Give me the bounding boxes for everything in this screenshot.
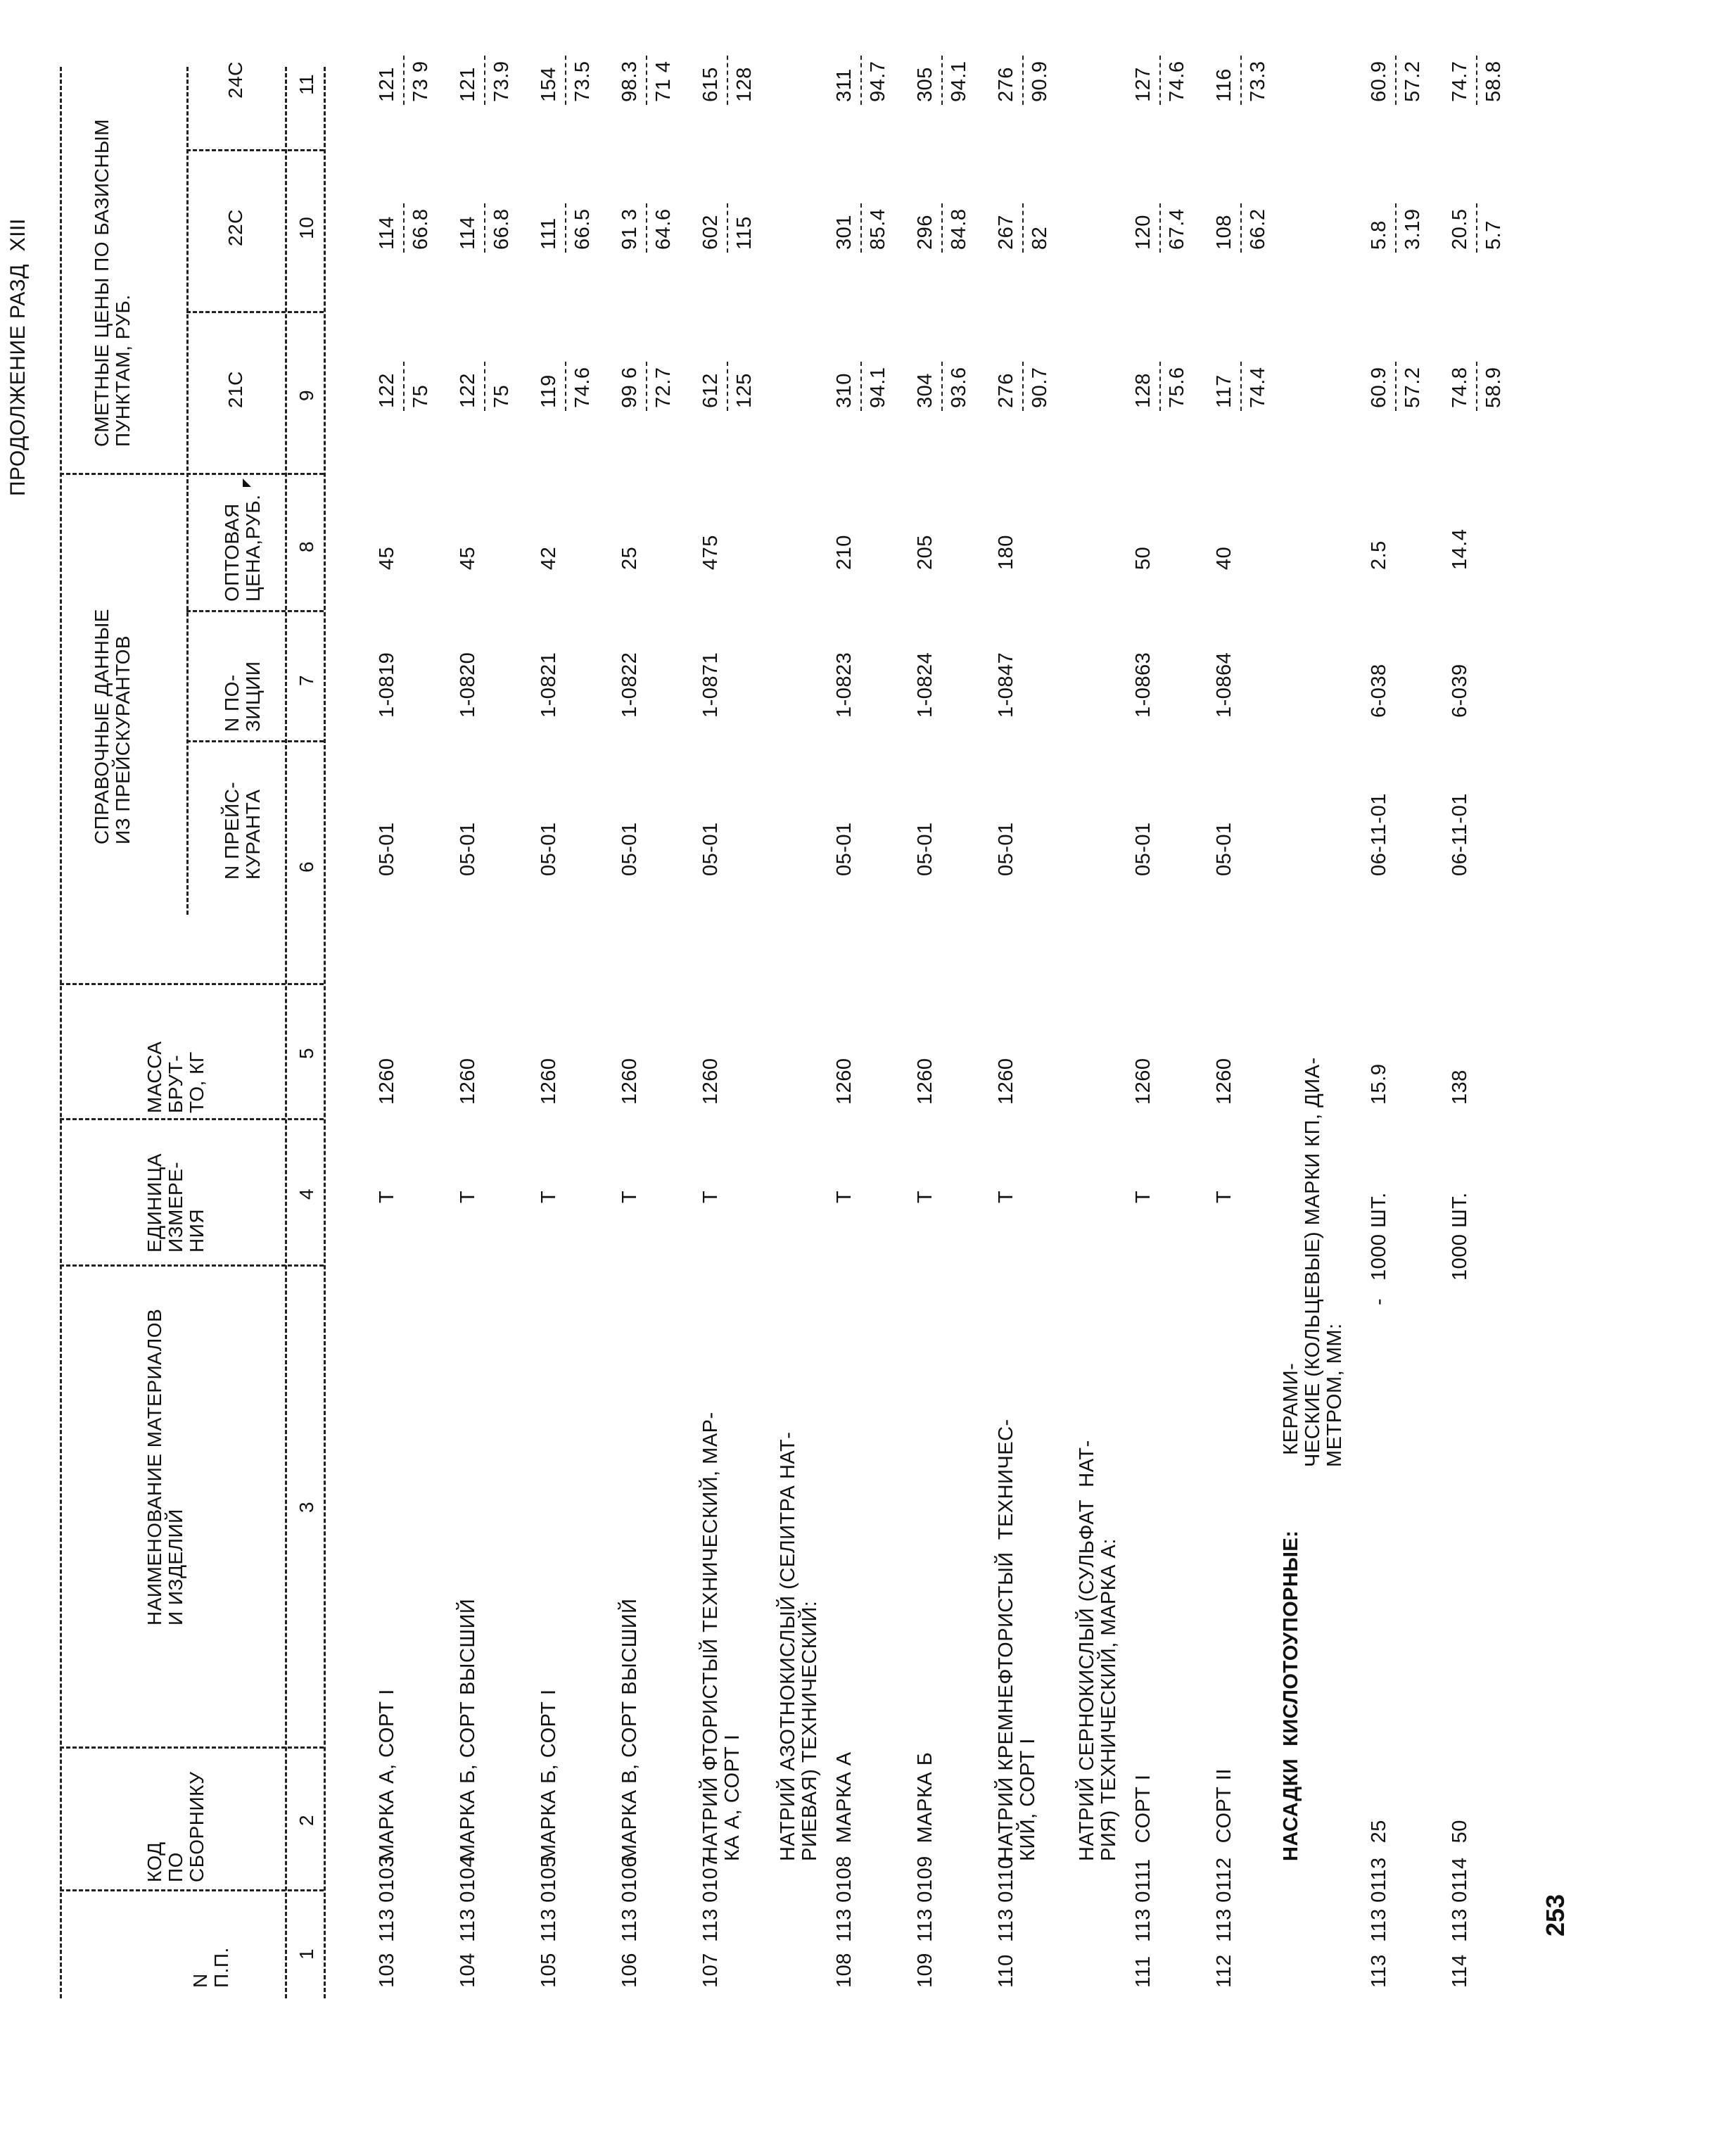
price-fraction-rule [1159,203,1161,253]
row-wholesale-price: 475 [699,535,722,570]
row-unit: Т [457,1190,479,1203]
row-unit: Т [995,1190,1017,1203]
price-fraction-rule [565,362,566,411]
row-number: 105 [538,1953,560,1988]
row-name: МАРКА В, СОРТ ВЫСШИЙ [618,1598,641,1861]
row-mass: 15.9 [1368,1063,1390,1105]
row-number: 113 [1368,1954,1390,1988]
price-fraction-rule [403,203,405,253]
price-fraction-rule [1395,56,1397,105]
row-pricelist: 05-01 [1213,822,1235,876]
price-fraction-rule [484,56,485,105]
price-fraction-rule [941,362,943,411]
row-c24-sub-value: 90.9 [1029,61,1051,102]
row-c22-value: 296 [914,215,936,250]
row-mass: 1260 [699,1058,722,1105]
row-number: 112 [1213,1954,1235,1988]
row-position: 1-0820 [457,652,479,718]
row-wholesale-price: 40 [1213,546,1235,570]
col-number: 8 [295,540,317,552]
row-c24-value: 74.7 [1449,61,1471,102]
price-fraction-rule [646,203,647,253]
row-c22-sub-value: 85.4 [867,208,889,250]
row-name: 25 [1368,1820,1390,1861]
row-code: 113 0113 [1368,1857,1390,1942]
row-c24-value: 154 [538,67,560,102]
row-code: 113 0112 [1213,1857,1235,1942]
price-fraction-rule [646,56,647,105]
row-c21-sub-value: 75.6 [1166,367,1188,408]
row-mass: 1260 [618,1058,641,1105]
row-c24-sub-value: 73.5 [571,61,594,102]
row-c22-sub-value: 64.6 [652,208,675,250]
price-fraction-rule [1476,362,1477,411]
row-number: 104 [457,1953,479,1988]
header-pricelist: N ПРЕЙС- КУРАНТА [221,781,264,880]
row-wholesale-price: 210 [833,535,856,570]
row-wholesale-price: 45 [376,546,398,570]
row-c21-sub-value: 90.7 [1029,367,1051,408]
row-name: СОРТ II [1213,1768,1235,1861]
row-pricelist: 06-11-01 [1449,793,1471,876]
row-mass: 1260 [457,1058,479,1105]
row-pricelist: 05-01 [699,822,722,876]
row-c22-value: 108 [1213,215,1235,250]
price-fraction-rule [484,203,485,253]
row-c21-sub-value: 57.2 [1401,367,1424,408]
row-name: МАРКА Б [914,1751,936,1861]
row-pricelist: 05-01 [914,822,936,876]
row-c24-value: 127 [1132,67,1155,102]
row-c21-sub-value: 58.9 [1482,367,1505,408]
row-position: 1-0847 [995,652,1017,718]
row-wholesale-price: 50 [1132,546,1155,570]
price-fraction-rule [727,56,728,105]
row-c24-value: 276 [995,67,1017,102]
row-wholesale-price: 180 [995,535,1017,570]
row-c22-value: 602 [699,215,722,250]
header-24c: 24С [224,61,246,99]
ref-subheader-rule [186,67,189,915]
row-name-bold: НАСАДКИ КИСЛОТОУПОРНЫЕ: [1280,1530,1302,1861]
row-c24-sub-value: 58.8 [1482,61,1505,102]
price-fraction-rule [484,362,485,411]
price-fraction-rule [1476,203,1477,253]
row-unit: Т [618,1190,641,1203]
row-c21-sub-value: 72.7 [652,367,675,408]
row-c21-sub-value: 94.1 [867,367,889,408]
row-c24-value: 305 [914,67,936,102]
header-name: НАИМЕНОВАНИЕ МАТЕРИАЛОВ И ИЗДЕЛИЙ [144,1308,186,1625]
row-c22-sub-value: 5.7 [1482,220,1505,250]
row-mass: 1260 [833,1058,856,1105]
row-name: СОРТ I [1132,1774,1155,1861]
price-fraction-rule [565,203,566,253]
row-code: 113 0104 [457,1856,479,1942]
header-unit: ЕДИНИЦА ИЗМЕРЕ- НИЯ [144,1153,208,1253]
price-fraction-rule [860,203,862,253]
row-c22-value: 5.8 [1368,220,1390,250]
col-sep-5 [60,983,324,985]
row-name: НАТРИЙ АЗОТНОКИСЛЫЙ (СЕЛИТРА НАТ- РИЕВАЯ) ТЕХНИЧЕСКИЙ: [777,1431,821,1861]
row-number: 109 [914,1953,936,1988]
row-name: 50 [1449,1820,1471,1861]
row-position: 6-038 [1368,664,1390,718]
row-c24-value: 116 [1213,68,1235,102]
col-sep-8 [60,473,324,475]
page-number: 253 [1541,1894,1570,1936]
price-fraction-rule [860,56,862,105]
row-c24-sub-value: 71 4 [652,61,675,102]
price-fraction-rule [1395,362,1397,411]
col-number: 3 [295,1501,317,1513]
col-number: 7 [295,674,317,686]
row-number: 103 [376,1953,398,1988]
price-fraction-rule [727,203,728,253]
row-c22-value: 120 [1132,215,1155,250]
row-c22-sub-value: 115 [733,216,756,250]
row-wholesale-price: 42 [538,546,560,570]
row-position: 1-0871 [699,652,722,718]
row-c22-value: 114 [457,216,479,250]
row-wholesale-price: 14.4 [1449,528,1471,570]
row-unit: Т [1132,1190,1155,1203]
row-c22-value: 91 3 [618,208,641,250]
row-position: 1-0819 [376,652,398,718]
price-fraction-rule [1022,203,1024,253]
row-c21-value: 122 [376,373,398,408]
row-unit: Т [699,1190,722,1203]
row-c24-value: 121 [457,67,479,102]
row-unit: Т [833,1190,856,1203]
price-fraction-rule [403,56,405,105]
header-n-pp: N П.П. [189,1947,232,1988]
row-code: 113 0110 [995,1857,1017,1942]
row-c21-value: 74.8 [1449,367,1471,408]
row-code: 113 0108 [833,1856,856,1942]
row-c24-sub-value: 73.3 [1247,61,1269,102]
col-number: 6 [295,861,317,873]
row-number: 106 [618,1953,641,1988]
row-name: МАРКА Б, СОРТ I [538,1689,560,1861]
row-c21-sub-value: 125 [733,373,756,408]
row-mass: 1260 [1132,1058,1155,1105]
col-sep-6 [186,740,324,742]
price-fraction-rule [1240,56,1242,105]
row-mass: 1260 [1213,1058,1235,1105]
row-c21-sub-value: 75 [409,384,432,408]
row-pricelist: 05-01 [1132,822,1155,876]
col-number: 2 [295,1814,317,1826]
price-fraction-rule [941,203,943,253]
header-wholesale: ОПТОВАЯ ЦЕНА,РУБ. [221,494,264,602]
row-name: МАРКА А [833,1751,856,1861]
row-c21-value: 310 [833,373,856,408]
price-fraction-rule [1240,203,1242,253]
row-name: НАТРИЙ СЕРНОКИСЛЫЙ (СУЛЬФАТ НАТ- РИЯ) ТЕХНИЧЕСКИЙ, МАРКА А: [1076,1440,1120,1861]
row-wholesale-price: 2.5 [1368,540,1390,570]
row-c22-sub-value: 84.8 [948,208,970,250]
row-name: КЕРАМИ- ЧЕСКИЕ (КОЛЬЦЕВЫЕ) МАРКИ КП, ДИА- МЕТРОМ, ММ: [1280,1057,1346,1467]
row-number: 107 [699,1953,722,1988]
row-c24-sub-value: 94.7 [867,61,889,102]
col-sep-9 [186,311,324,313]
row-unit: Т [1213,1190,1235,1203]
price-fraction-rule [1022,56,1024,105]
row-c21-value: 122 [457,373,479,408]
row-position: 1-0822 [618,652,641,718]
row-c21-sub-value: 75 [490,384,513,408]
header-number-rule-top [285,67,287,1998]
row-c22-value: 20.5 [1449,208,1471,250]
row-wholesale-price: 205 [914,535,936,570]
price-fraction-rule [1159,362,1161,411]
row-c24-value: 98.3 [618,61,641,102]
row-pricelist: 05-01 [457,822,479,876]
row-mass: 1260 [914,1058,936,1105]
row-mass: 1260 [538,1058,560,1105]
row-code: 113 0103 [376,1856,398,1942]
price-fraction-rule [941,56,943,105]
price-fraction-rule [727,362,728,411]
row-c21-value: 60.9 [1368,367,1390,408]
row-c22-sub-value: 66.8 [409,208,432,250]
row-unit: Т [376,1190,398,1203]
price-fraction-rule [860,362,862,411]
row-c21-value: 99 6 [618,367,641,408]
col-sep-1 [60,1889,324,1891]
row-c24-sub-value: 128 [733,67,756,102]
price-fraction-rule [1240,362,1242,411]
row-c21-value: 612 [699,373,722,408]
row-c22-sub-value: 82 [1029,226,1051,250]
row-c22-sub-value: 3.19 [1401,208,1424,250]
row-name: НАТРИЙ КРЕМНЕФТОРИСТЫЙ ТЕХНИЧЕС- КИЙ, СОРТ I [995,1419,1039,1861]
row-c21-sub-value: 74.6 [571,367,594,408]
col-number: 9 [295,389,317,401]
row-c21-value: 119 [538,374,560,408]
row-number: 111 [1132,1955,1155,1988]
row-unit: 1000 ШТ. [1449,1192,1471,1281]
row-c21-value: 117 [1213,374,1235,408]
row-wholesale-price: 25 [618,546,641,570]
row-number: 108 [833,1953,856,1988]
header-22c: 22С [224,209,246,246]
row-code: 113 0105 [538,1856,560,1942]
price-fraction-rule [1476,56,1477,105]
row-c22-sub-value: 67.4 [1166,208,1188,250]
row-c22-sub-value: 66.2 [1247,208,1269,250]
row-c22-value: 111 [538,217,560,250]
row-c21-sub-value: 93.6 [948,367,970,408]
row-number: 110 [995,1954,1017,1988]
row-pricelist: 05-01 [833,822,856,876]
row-code: 113 0114 [1449,1857,1471,1942]
row-mass: 1260 [995,1058,1017,1105]
row-wholesale-price: 45 [457,546,479,570]
row-c24-sub-value: 94.1 [948,61,970,102]
row-c21-sub-value: 74.4 [1247,367,1269,408]
row-pricelist: 05-01 [538,822,560,876]
row-number: 114 [1449,1954,1471,1988]
row-c24-sub-value: 57.2 [1401,61,1424,102]
row-c21-value: 276 [995,373,1017,408]
row-position: 1-0863 [1132,652,1155,718]
row-c22-sub-value: 66.8 [490,208,513,250]
col-sep-10 [186,149,324,151]
price-fraction-rule [1395,203,1397,253]
row-mass: 1260 [376,1058,398,1105]
row-c24-sub-value: 73.9 [490,61,513,102]
col-sep-3 [60,1264,324,1267]
scan-mark [243,478,251,487]
row-c24-sub-value: 74.6 [1166,61,1188,102]
row-code: 113 0107 [699,1856,722,1942]
header-21c: 21С [224,371,246,408]
row-unit: Т [538,1190,560,1203]
row-c24-value: 60.9 [1368,61,1390,102]
row-mass: 138 [1449,1070,1471,1105]
row-code: 113 0109 [914,1856,936,1942]
col-number: 11 [295,73,317,95]
row-c22-value: 114 [376,216,398,250]
row-c21-value: 304 [914,373,936,408]
row-pricelist: 06-11-01 [1368,793,1390,876]
row-c24-sub-value: 73 9 [409,61,432,102]
price-fraction-rule [1159,56,1161,105]
row-c21-value: 128 [1132,373,1155,408]
price-fraction-rule [565,56,566,105]
row-position: 6-039 [1449,664,1471,718]
row-dash: - [1368,1298,1390,1305]
row-unit: 1000 ШТ. [1368,1192,1390,1281]
row-c22-value: 301 [833,215,856,250]
header-code: КОД ПО СБОРНИКУ [144,1771,208,1882]
row-position: 1-0821 [538,652,560,718]
price-fraction-rule [403,362,405,411]
row-c24-value: 121 [376,67,398,102]
col-number: 5 [295,1047,317,1059]
row-pricelist: 05-01 [376,822,398,876]
section-title: ПРОДОЛЖЕНИЕ РАЗД XIII [6,218,30,496]
row-position: 1-0824 [914,652,936,718]
row-name: НАТРИЙ ФТОРИСТЫЙ ТЕХНИЧЕСКИЙ, МАР- КА А, СОРТ I [699,1412,744,1861]
header-position: N ПО- ЗИЦИИ [221,661,264,732]
row-code: 113 0111 [1132,1858,1155,1942]
price-fraction-rule [1022,362,1024,411]
table-top-rule [60,67,62,1998]
row-name: МАРКА А, СОРТ I [376,1689,398,1861]
row-c24-value: 615 [699,67,722,102]
header-reference-group: СПРАВОЧНЫЕ ДАННЫЕ ИЗ ПРЕЙСКУРАНТОВ [91,609,134,844]
price-fraction-rule [646,362,647,411]
row-position: 1-0823 [833,652,856,718]
header-number-rule-bottom [324,67,326,1998]
row-pricelist: 05-01 [995,822,1017,876]
row-unit: Т [914,1190,936,1203]
header-estimate-group: СМЕТНЫЕ ЦЕНЫ ПО БАЗИСНЫМ ПУНКТАМ, РУБ. [91,118,134,447]
row-position: 1-0864 [1213,652,1235,718]
col-number: 4 [295,1188,317,1200]
row-c24-value: 311 [833,68,856,102]
col-number: 10 [295,216,317,239]
col-sep-2 [60,1746,324,1749]
row-name: МАРКА Б, СОРТ ВЫСШИЙ [457,1598,479,1861]
row-c22-value: 267 [995,215,1017,250]
header-mass: МАССА БРУТ- ТО, КГ [144,1041,208,1113]
row-code: 113 0106 [618,1856,641,1942]
col-sep-7 [186,610,324,612]
rotated-table-page [0,61,1711,2041]
row-c22-sub-value: 66.5 [571,208,594,250]
col-sep-4 [60,1118,324,1120]
col-number: 1 [295,1948,317,1960]
row-pricelist: 05-01 [618,822,641,876]
